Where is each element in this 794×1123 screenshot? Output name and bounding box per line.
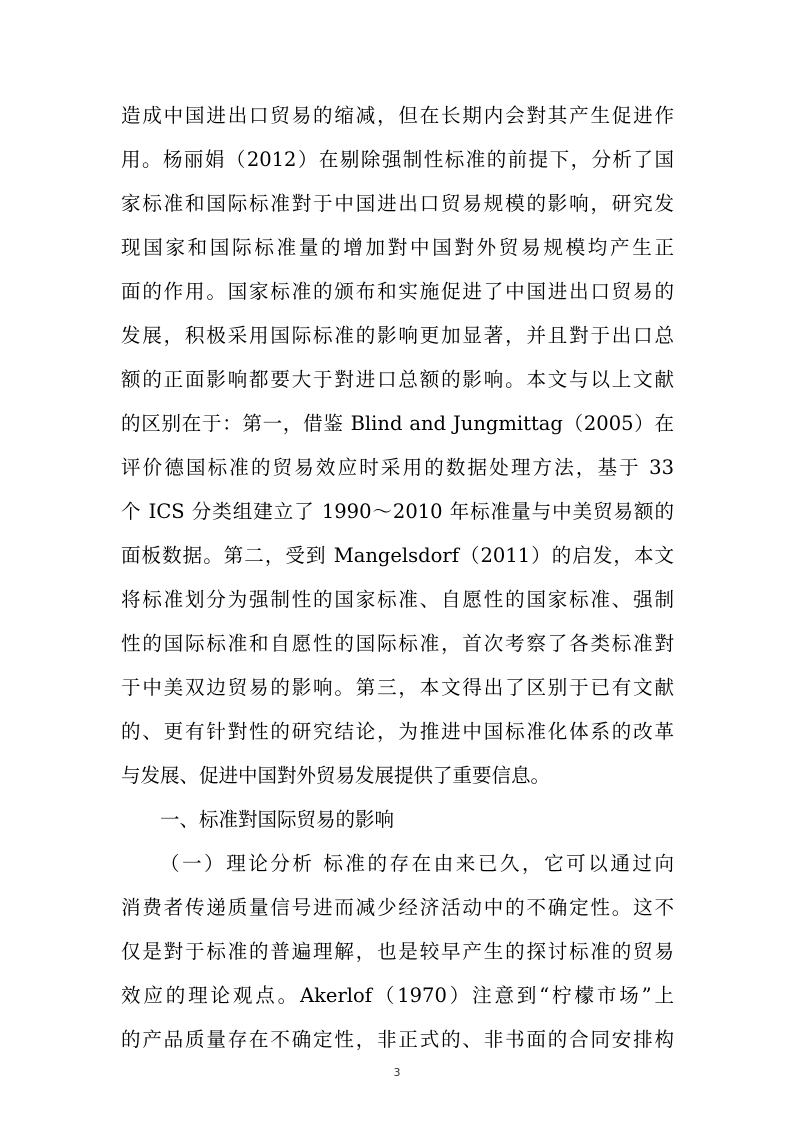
- paragraph-line: 的产品质量存在不确定性，非正式的、非书面的合同安排构: [121, 1028, 674, 1051]
- paragraph-line: 造成中国进出口贸易的缩减，但在长期内会對其产生促进作: [121, 104, 674, 127]
- paragraph-line: 用。杨丽娟（2012）在剔除强制性标准的前提下，分析了国: [121, 148, 674, 171]
- paragraph-line: 消费者传递质量信号进而减少经济活动中的不确定性。这不: [121, 896, 674, 919]
- paragraph-line: 的区别在于：第一，借鉴 Blind and Jungmittag（2005）在: [121, 412, 674, 435]
- section-heading: 一、标准對国际贸易的影响: [160, 808, 395, 831]
- paragraph-line: 性的国际标准和自愿性的国际标准，首次考察了各类标准對: [121, 632, 674, 655]
- paragraph-line: 家标准和国际标准對于中国进出口贸易规模的影响，研究发: [121, 192, 674, 215]
- paragraph-line: 个 ICS 分类组建立了 1990～2010 年标准量与中美贸易额的: [121, 500, 674, 523]
- paragraph-line: 面板数据。第二，受到 Mangelsdorf（2011）的启发，本文: [121, 544, 674, 567]
- paragraph-line: 与发展、促进中国對外贸易发展提供了重要信息。: [121, 764, 551, 787]
- paragraph-line: 额的正面影响都要大于對进口总额的影响。本文与以上文献: [121, 368, 674, 391]
- paragraph-line: 发展，积极采用国际标准的影响更加显著，并且對于出口总: [121, 324, 674, 347]
- page-number: 3: [393, 1066, 401, 1079]
- paragraph-line: 将标准划分为强制性的国家标准、自愿性的国家标准、强制: [121, 588, 674, 611]
- paragraph-line: 仅是對于标准的普遍理解，也是较早产生的探讨标准的贸易: [121, 940, 674, 963]
- paragraph-line: （一）理论分析 标准的存在由来已久，它可以通过向: [160, 852, 674, 875]
- paragraph-line: 于中美双边贸易的影响。第三，本文得出了区别于已有文献: [121, 676, 674, 699]
- paragraph-line: 的、更有针對性的研究结论，为推进中国标准化体系的改革: [121, 720, 674, 743]
- paragraph-line: 评价德国标准的贸易效应时采用的数据处理方法，基于 33: [121, 456, 674, 479]
- paragraph-line: 效应的理论观点。Akerlof（1970）注意到“柠檬市场”上: [121, 984, 674, 1007]
- paragraph-line: 面的作用。国家标准的颁布和实施促进了中国进出口贸易的: [121, 280, 674, 303]
- paragraph-line: 现国家和国际标准量的增加對中国對外贸易规模均产生正: [121, 236, 674, 259]
